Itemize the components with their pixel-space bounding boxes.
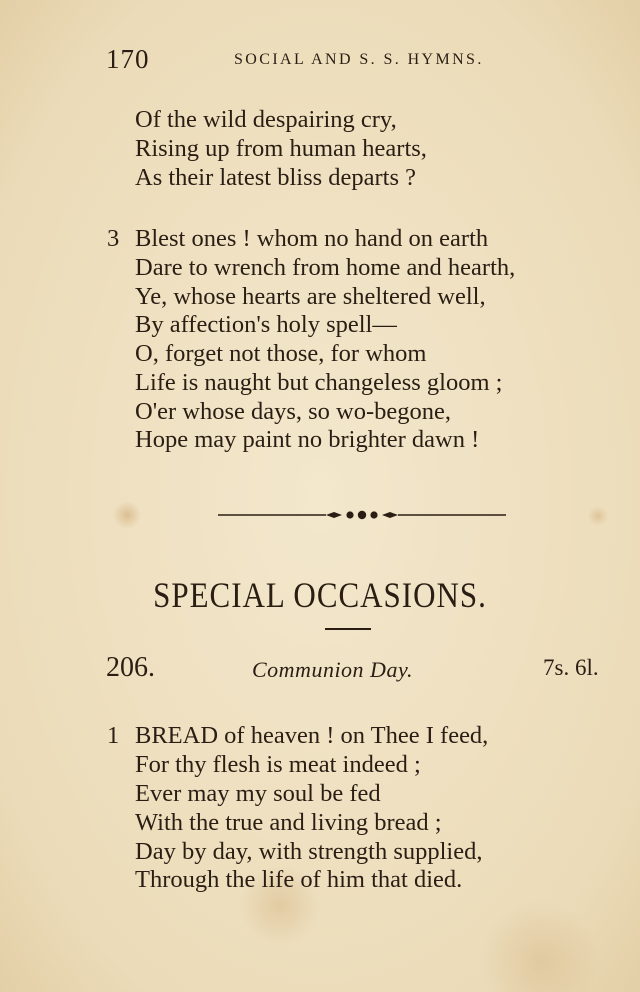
stanza-line: Dare to wrench from home and hearth, — [135, 254, 516, 281]
stanza-line: Life is naught but changeless gloom ; — [135, 369, 503, 396]
stanza-number: 1 — [107, 722, 120, 749]
stanza-number: 3 — [107, 225, 120, 252]
hymn-meter: 7s. 6l. — [543, 655, 599, 680]
stanza-line: BREAD of heaven ! on Thee I feed, — [135, 722, 489, 749]
stanza-line: Through the life of him that died. — [135, 866, 463, 893]
stanza-line: Ever may my soul be fed — [135, 780, 381, 807]
hymn-number: 206. — [106, 652, 155, 683]
stanza-line: Hope may paint no brighter dawn ! — [135, 426, 480, 453]
stanza-line: With the true and living bread ; — [135, 809, 442, 836]
stanza-line: O'er whose days, so wo-begone, — [135, 398, 452, 425]
hymn-title: Communion Day. — [252, 657, 413, 682]
stanza-line: Day by day, with strength supplied, — [135, 838, 483, 865]
stanza-line: For thy flesh is meat indeed ; — [135, 751, 421, 778]
stanza-line: Of the wild despairing cry, — [135, 106, 397, 133]
page-number: 170 — [106, 44, 150, 74]
stanza-line: By affection's holy spell— — [135, 311, 397, 338]
stanza-line: Rising up from human hearts, — [135, 135, 427, 162]
hymn-heading — [0, 652, 640, 686]
stanza-line: Ye, whose hearts are sheltered well, — [135, 283, 486, 310]
ornamental-divider — [218, 507, 506, 523]
running-head: SOCIAL AND S. S. HYMNS. — [234, 51, 484, 68]
title-rule — [325, 628, 371, 630]
stanza-line: O, forget not those, for whom — [135, 340, 427, 367]
stanza-line: As their latest bliss departs ? — [135, 164, 417, 191]
page-header — [0, 44, 640, 78]
section-title: SPECIAL OCCASIONS. — [153, 575, 487, 616]
stanza-line: Blest ones ! whom no hand on earth — [135, 225, 489, 252]
